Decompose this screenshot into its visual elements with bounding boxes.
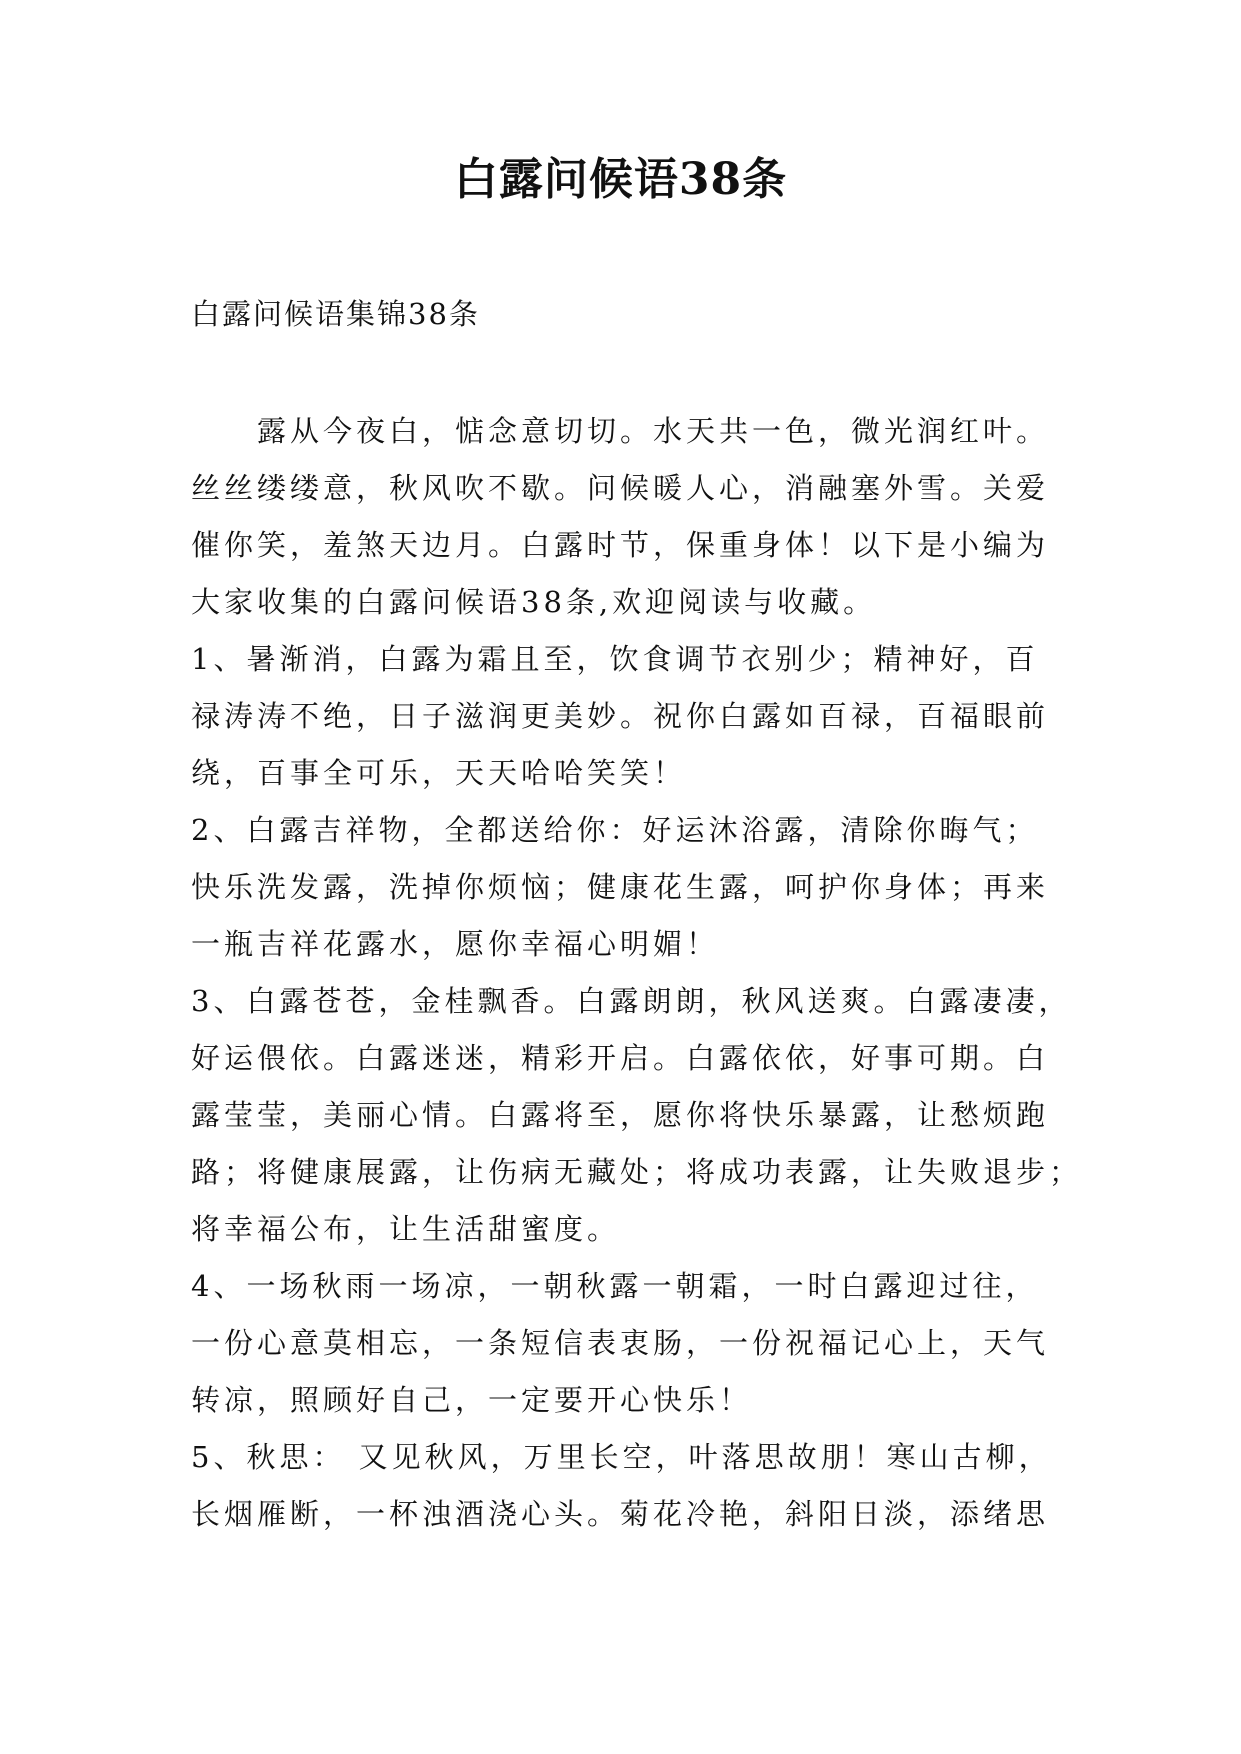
text-line: 露莹莹，美丽心情。白露将至，愿你将快乐暴露，让愁烦跑	[191, 1098, 1050, 1132]
text-line: 快乐洗发露，洗掉你烦恼；健康花生露，呵护你身体；再来	[191, 870, 1050, 904]
text-line: 将幸福公布，让生活甜蜜度。	[191, 1212, 621, 1246]
text-line: 路；将健康展露，让伤病无藏处；将成功表露，让失败退步；	[191, 1155, 1083, 1189]
text-line: 2、白露吉祥物，全都送给你：好运沐浴露，清除你晦气；	[191, 813, 1039, 847]
text-line: 绕，百事全可乐，天天哈哈笑笑！	[191, 756, 687, 790]
text-line: 催你笑，羞煞天边月。白露时节，保重身体！以下是小编为	[191, 528, 1050, 562]
text-line: 露从今夜白，惦念意切切。水天共一色，微光润红叶。	[191, 414, 1050, 448]
text-line: 5、秋思： 又见秋风，万里长空，叶落思故朋！寒山古柳，	[191, 1440, 1052, 1474]
text-line: 转凉，照顾好自己，一定要开心快乐！	[191, 1383, 753, 1417]
text-line: 一瓶吉祥花露水，愿你幸福心明媚！	[191, 927, 720, 961]
document-title: 白露问候语38条	[453, 154, 788, 205]
document-subtitle: 白露问候语集锦38条	[191, 297, 480, 331]
text-line: 好运偎依。白露迷迷，精彩开启。白露依依，好事可期。白	[191, 1041, 1050, 1075]
text-line: 禄涛涛不绝，日子滋润更美妙。祝你白露如百禄，百福眼前	[191, 699, 1050, 733]
text-line: 一份心意莫相忘，一条短信表衷肠，一份祝福记心上，天气	[191, 1326, 1050, 1360]
text-line: 4、一场秋雨一场凉，一朝秋露一朝霜，一时白露迎过往，	[191, 1269, 1039, 1303]
text-line: 3、白露苍苍，金桂飘香。白露朗朗，秋风送爽。白露凄凄，	[191, 984, 1072, 1018]
text-line: 长烟雁断，一杯浊酒浇心头。菊花冷艳，斜阳日淡，添绪思	[191, 1497, 1050, 1531]
text-line: 大家收集的白露问候语38条,欢迎阅读与收藏。	[191, 585, 877, 619]
text-line: 1、暑渐消，白露为霜且至，饮食调节衣别少；精神好，百	[191, 642, 1039, 676]
text-line: 丝丝缕缕意，秋风吹不歇。问候暖人心，消融塞外雪。关爱	[191, 471, 1050, 505]
document-body	[191, 403, 1091, 1543]
